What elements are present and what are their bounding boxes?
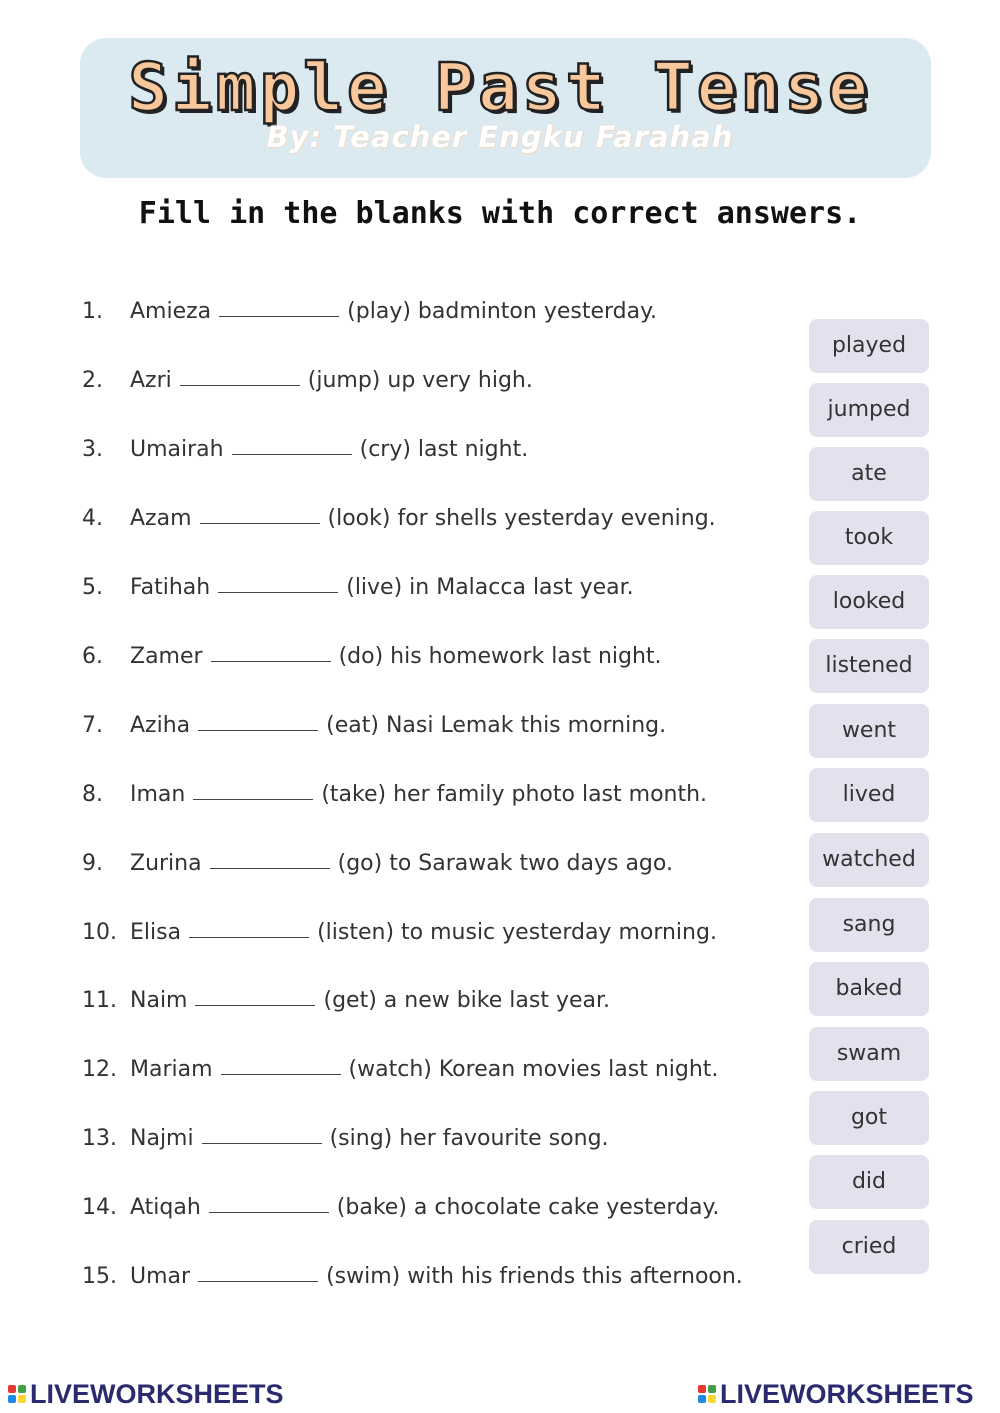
question-subject: Zurina <box>130 851 202 876</box>
logo-text: LIVEWORKSHEETS <box>720 1379 974 1409</box>
question-subject: Najmi <box>130 1126 194 1151</box>
question-number: 9. <box>82 851 103 876</box>
question-number: 10. <box>82 920 117 945</box>
logo-icon <box>8 1385 26 1403</box>
question-text: (do) his homework last night. <box>338 644 662 669</box>
answer-blank[interactable] <box>218 591 338 593</box>
question-row <box>82 363 533 399</box>
answer-blank[interactable] <box>232 453 352 455</box>
question-number: 11. <box>82 988 117 1013</box>
answer-blank[interactable] <box>202 1142 322 1144</box>
answer-blank[interactable] <box>210 867 330 869</box>
question-subject: Aziha <box>130 713 191 738</box>
question-text: (go) to Sarawak two days ago. <box>337 851 673 876</box>
question-subject: Umar <box>130 1264 191 1289</box>
question-number: 6. <box>82 644 103 669</box>
question-subject: Elisa <box>130 920 182 945</box>
question-text: (jump) up very high. <box>307 368 533 393</box>
question-subject: Fatihah <box>130 575 211 600</box>
author-credit: By: Teacher Engku Farahah <box>266 120 734 154</box>
question-number: 7. <box>82 713 103 738</box>
answer-blank[interactable] <box>209 1211 329 1213</box>
word-bank-item[interactable]: cried <box>809 1220 929 1274</box>
question-subject: Naim <box>130 988 188 1013</box>
question-row <box>82 1121 609 1157</box>
question-text: (get) a new bike last year. <box>323 988 610 1013</box>
question-row <box>82 501 716 537</box>
question-number: 8. <box>82 782 103 807</box>
question-number: 5. <box>82 575 103 600</box>
question-subject: Amieza <box>130 299 212 324</box>
question-text: (sing) her favourite song. <box>329 1126 609 1151</box>
answer-blank[interactable] <box>180 384 300 386</box>
word-bank-item[interactable]: took <box>809 511 929 565</box>
question-number: 1. <box>82 299 103 324</box>
question-text: (live) in Malacca last year. <box>346 575 634 600</box>
question-row <box>82 1259 743 1295</box>
word-bank-item[interactable]: sang <box>809 898 929 952</box>
word-bank-item[interactable]: went <box>809 704 929 758</box>
question-number: 2. <box>82 368 103 393</box>
word-bank-item[interactable]: swam <box>809 1027 929 1081</box>
answer-blank[interactable] <box>189 936 309 938</box>
question-text: (listen) to music yesterday morning. <box>317 920 717 945</box>
question-row <box>82 708 666 744</box>
answer-blank[interactable] <box>193 798 313 800</box>
logo-text: LIVEWORKSHEETS <box>30 1379 284 1409</box>
question-row <box>82 915 717 951</box>
word-bank-item[interactable]: ate <box>809 447 929 501</box>
question-subject: Atiqah <box>130 1195 201 1220</box>
page-title: Simple Past Tense <box>128 49 872 126</box>
question-text: (play) badminton yesterday. <box>347 299 657 324</box>
question-number: 3. <box>82 437 103 462</box>
answer-blank[interactable] <box>200 522 320 524</box>
instruction-text: Fill in the blanks with correct answers. <box>138 196 862 231</box>
question-row <box>82 846 673 882</box>
word-bank-item[interactable]: watched <box>809 833 929 887</box>
question-row <box>82 1052 718 1088</box>
question-subject: Azri <box>130 368 172 393</box>
question-text: (watch) Korean movies last night. <box>348 1057 719 1082</box>
question-row <box>82 570 634 606</box>
question-text: (take) her family photo last month. <box>321 782 708 807</box>
answer-blank[interactable] <box>198 1280 318 1282</box>
question-text: (eat) Nasi Lemak this morning. <box>326 713 667 738</box>
question-number: 13. <box>82 1126 117 1151</box>
logo-icon <box>698 1385 716 1403</box>
question-text: (look) for shells yesterday evening. <box>327 506 716 531</box>
question-row <box>82 983 610 1019</box>
word-bank-item[interactable]: lived <box>809 768 929 822</box>
liveworksheets-logo-right <box>698 1378 974 1410</box>
question-subject: Mariam <box>130 1057 213 1082</box>
question-number: 4. <box>82 506 103 531</box>
word-bank-item[interactable]: listened <box>809 639 929 693</box>
question-text: (swim) with his friends this afternoon. <box>326 1264 743 1289</box>
question-subject: Umairah <box>130 437 224 462</box>
answer-blank[interactable] <box>211 660 331 662</box>
liveworksheets-logo-left <box>8 1378 284 1410</box>
question-number: 15. <box>82 1264 117 1289</box>
answer-blank[interactable] <box>198 729 318 731</box>
answer-blank[interactable] <box>219 315 339 317</box>
question-subject: Zamer <box>130 644 203 669</box>
answer-blank[interactable] <box>221 1073 341 1075</box>
question-row <box>82 432 528 468</box>
question-text: (bake) a chocolate cake yesterday. <box>336 1195 720 1220</box>
word-bank-item[interactable]: played <box>809 319 929 373</box>
question-number: 12. <box>82 1057 117 1082</box>
word-bank-item[interactable]: did <box>809 1155 929 1209</box>
question-row <box>82 1190 719 1226</box>
question-row <box>82 639 662 675</box>
question-number: 14. <box>82 1195 117 1220</box>
question-subject: Iman <box>130 782 186 807</box>
word-bank-item[interactable]: baked <box>809 962 929 1016</box>
answer-blank[interactable] <box>195 1004 315 1006</box>
word-bank-item[interactable]: got <box>809 1091 929 1145</box>
question-row <box>82 777 707 813</box>
word-bank-item[interactable]: jumped <box>809 383 929 437</box>
word-bank-item[interactable]: looked <box>809 575 929 629</box>
question-subject: Azam <box>130 506 192 531</box>
question-text: (cry) last night. <box>359 437 529 462</box>
question-row <box>82 294 657 330</box>
